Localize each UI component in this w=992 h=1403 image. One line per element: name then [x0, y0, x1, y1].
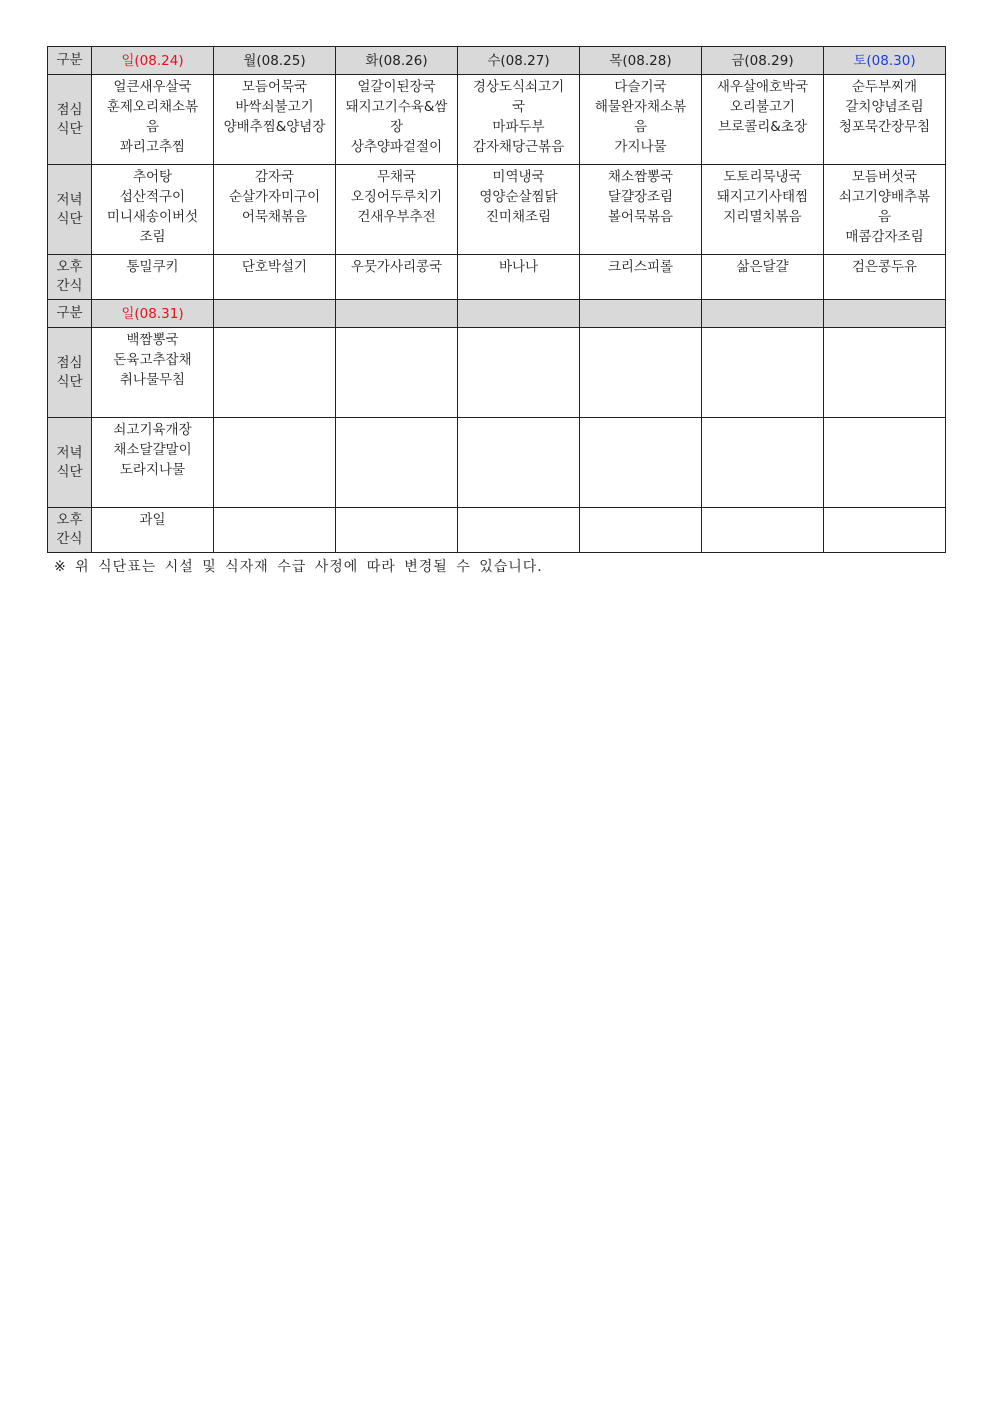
- menu-item: 쇠고기양배추볶: [838, 189, 931, 205]
- menu-cell-content: [214, 255, 335, 277]
- menu-cell: [214, 165, 336, 255]
- menu-cell-content: [458, 328, 579, 330]
- row-label-line: 오후: [56, 259, 83, 275]
- menu-cell: [214, 75, 336, 165]
- meal-plan-table-body: [48, 47, 946, 553]
- menu-item: 음: [877, 209, 892, 225]
- menu-cell: [458, 418, 580, 508]
- day-header: [336, 300, 458, 328]
- menu-item: 통밀쿠키: [126, 259, 179, 275]
- menu-item: 진미채조림: [485, 209, 552, 225]
- menu-item: 가지나물: [614, 139, 667, 155]
- menu-item: 오리불고기: [729, 99, 796, 115]
- menu-cell-content: [214, 418, 335, 420]
- menu-item: 장: [389, 119, 404, 135]
- menu-item: 모듬버섯국: [851, 169, 918, 185]
- menu-cell-content: [92, 255, 213, 277]
- menu-cell: [336, 165, 458, 255]
- day-header: [702, 300, 824, 328]
- menu-item: 크리스피롤: [607, 259, 674, 275]
- menu-item: 돼지고기사태찜: [716, 189, 809, 205]
- menu-cell: [580, 165, 702, 255]
- menu-cell-content: [92, 328, 213, 390]
- menu-item: 상추양파겉절이: [350, 139, 443, 155]
- menu-cell: [702, 418, 824, 508]
- day-header: 일(08.24): [92, 47, 214, 75]
- menu-item: 음: [145, 119, 160, 135]
- menu-cell: [336, 75, 458, 165]
- meal-plan-table: [47, 46, 946, 553]
- menu-cell-content: [92, 508, 213, 530]
- row-label-line: 식단: [56, 210, 83, 227]
- menu-item: 훈제오리채소볶: [106, 99, 199, 115]
- menu-cell: [824, 328, 946, 418]
- menu-cell-content: [580, 255, 701, 277]
- menu-item: 마파두부: [492, 119, 545, 135]
- menu-cell: [214, 255, 336, 300]
- menu-cell: [702, 255, 824, 300]
- row-label-line: 식단: [56, 120, 83, 137]
- menu-cell: [214, 328, 336, 418]
- menu-cell: [824, 255, 946, 300]
- menu-cell: [580, 75, 702, 165]
- menu-item: 국: [511, 99, 526, 115]
- menu-item: 양배추찜&양념장: [223, 119, 326, 135]
- menu-item: 돈육고추잡채: [113, 352, 192, 368]
- row-label-line: 간식: [56, 278, 83, 294]
- menu-item: 도토리묵냉국: [723, 169, 802, 185]
- menu-cell: [458, 165, 580, 255]
- row-label-line: 식단: [56, 373, 83, 390]
- menu-cell: [458, 328, 580, 418]
- menu-cell-content: [580, 418, 701, 420]
- day-header: 금(08.29): [702, 47, 824, 75]
- menu-item: 갈치양념조림: [845, 99, 924, 115]
- menu-item: 브로콜리&초장: [718, 119, 807, 135]
- row-label: [48, 508, 92, 553]
- day-header: 토(08.30): [824, 47, 946, 75]
- menu-cell: [824, 165, 946, 255]
- day-header: 화(08.26): [336, 47, 458, 75]
- menu-cell: [458, 75, 580, 165]
- menu-item: 채소달걀말이: [113, 442, 192, 458]
- row-label-line: 간식: [56, 531, 83, 547]
- menu-item: 모듬어묵국: [241, 79, 308, 95]
- row-label: [48, 75, 92, 165]
- menu-item: 조림: [139, 229, 166, 245]
- menu-cell-content: [824, 165, 945, 247]
- menu-cell-content: [458, 508, 579, 510]
- menu-cell: [214, 418, 336, 508]
- menu-cell-content: [702, 255, 823, 277]
- menu-cell: [458, 508, 580, 553]
- menu-item: 해물완자채소볶: [594, 99, 687, 115]
- menu-cell-content: [702, 508, 823, 510]
- menu-cell-content: [580, 165, 701, 227]
- menu-cell-content: [702, 165, 823, 227]
- menu-cell-content: [336, 508, 457, 510]
- menu-item: 검은콩두유: [851, 259, 918, 275]
- menu-item: 단호박설기: [241, 259, 308, 275]
- row-label-line: 저녁: [56, 444, 83, 461]
- menu-cell-content: [458, 165, 579, 227]
- day-header: [458, 300, 580, 328]
- week2-lunch-row: [48, 328, 946, 418]
- header-label: 구분: [48, 47, 92, 75]
- menu-cell-content: [824, 75, 945, 137]
- menu-cell-content: [824, 328, 945, 330]
- menu-item: 새우살애호박국: [716, 79, 809, 95]
- row-label-line: 점심: [56, 101, 83, 118]
- menu-cell: [824, 508, 946, 553]
- menu-cell: [458, 255, 580, 300]
- menu-cell: [214, 508, 336, 553]
- menu-item: 얼큰새우살국: [113, 79, 192, 95]
- menu-item: 순살가자미구이: [228, 189, 321, 205]
- menu-item: 채소짬뽕국: [607, 169, 674, 185]
- menu-cell-content: [336, 255, 457, 277]
- menu-item: 꽈리고추찜: [119, 139, 186, 155]
- day-header: [214, 300, 336, 328]
- menu-cell-content: [702, 328, 823, 330]
- menu-item: 도라지나물: [119, 462, 186, 478]
- menu-cell: [580, 508, 702, 553]
- menu-cell: [702, 508, 824, 553]
- menu-item: 어묵채볶음: [241, 209, 308, 225]
- day-header: [580, 300, 702, 328]
- menu-item: 삶은달걀: [736, 259, 789, 275]
- menu-item: 미니새송이버섯: [106, 209, 199, 225]
- menu-item: 취나물무침: [119, 372, 186, 388]
- menu-cell: [702, 165, 824, 255]
- menu-cell-content: [214, 328, 335, 330]
- row-label-line: 저녁: [56, 191, 83, 208]
- menu-cell: [336, 418, 458, 508]
- menu-cell: [580, 255, 702, 300]
- menu-cell: [92, 418, 214, 508]
- menu-cell-content: [336, 75, 457, 157]
- week2-dinner-row: [48, 418, 946, 508]
- row-label: [48, 418, 92, 508]
- menu-cell: [824, 418, 946, 508]
- menu-item: 바싹쇠불고기: [235, 99, 314, 115]
- menu-item: 얼갈이된장국: [357, 79, 436, 95]
- row-label-line: 식단: [56, 463, 83, 480]
- menu-cell-content: [92, 75, 213, 157]
- day-header: 수(08.27): [458, 47, 580, 75]
- menu-cell: [702, 75, 824, 165]
- menu-cell: [92, 165, 214, 255]
- menu-cell: [336, 328, 458, 418]
- menu-cell-content: [824, 418, 945, 420]
- menu-cell: [824, 75, 946, 165]
- menu-item: 섭산적구이: [119, 189, 186, 205]
- row-label: [48, 165, 92, 255]
- menu-cell-content: [702, 75, 823, 137]
- menu-cell-content: [458, 75, 579, 157]
- day-header: 일(08.31): [92, 300, 214, 328]
- menu-cell: [580, 328, 702, 418]
- menu-cell: [336, 508, 458, 553]
- menu-item: 감자국: [254, 169, 295, 185]
- menu-item: 무채국: [376, 169, 417, 185]
- day-header: 월(08.25): [214, 47, 336, 75]
- menu-item: 백짬뽕국: [126, 332, 179, 348]
- menu-cell-content: [580, 508, 701, 510]
- menu-cell: [92, 75, 214, 165]
- menu-cell-content: [458, 255, 579, 277]
- menu-cell-content: [214, 75, 335, 137]
- menu-item: 지리멸치볶음: [723, 209, 802, 225]
- menu-item: 영양순살찜닭: [479, 189, 558, 205]
- row-label: [48, 328, 92, 418]
- menu-cell: [580, 418, 702, 508]
- menu-item: 음: [633, 119, 648, 135]
- day-header: [824, 300, 946, 328]
- menu-cell-content: [336, 418, 457, 420]
- menu-item: 순두부찌개: [851, 79, 918, 95]
- menu-cell: [92, 255, 214, 300]
- row-label-line: 오후: [56, 512, 83, 528]
- menu-item: 과일: [139, 512, 166, 528]
- menu-item: 감자채당근볶음: [472, 139, 565, 155]
- menu-item: 추어탕: [132, 169, 173, 185]
- week2-header-row: [48, 300, 946, 328]
- menu-cell: [92, 508, 214, 553]
- week1-header-row: [48, 47, 946, 75]
- menu-cell-content: [580, 75, 701, 157]
- menu-cell: [336, 255, 458, 300]
- menu-item: 우뭇가사리콩국: [350, 259, 443, 275]
- week1-snack-row: [48, 255, 946, 300]
- menu-item: 바나나: [498, 259, 539, 275]
- menu-cell-content: [824, 255, 945, 277]
- menu-item: 건새우부추전: [357, 209, 436, 225]
- menu-item: 미역냉국: [492, 169, 545, 185]
- menu-item: 돼지고기수육&쌈: [345, 99, 448, 115]
- menu-cell-content: [336, 328, 457, 330]
- week2-snack-row: [48, 508, 946, 553]
- row-label-line: 점심: [56, 354, 83, 371]
- row-label: [48, 255, 92, 300]
- menu-item: 청포묵간장무침: [838, 119, 931, 135]
- menu-item: 매콤감자조림: [845, 229, 924, 245]
- day-header: 목(08.28): [580, 47, 702, 75]
- week1-lunch-row: [48, 75, 946, 165]
- menu-cell-content: [214, 165, 335, 227]
- menu-item: 경상도식쇠고기: [472, 79, 565, 95]
- menu-cell-content: [702, 418, 823, 420]
- menu-cell-content: [92, 165, 213, 247]
- menu-item: 볼어묵볶음: [607, 209, 674, 225]
- menu-cell-content: [580, 328, 701, 330]
- header-label: 구분: [48, 300, 92, 328]
- notice-text: ※ 위 식단표는 시설 및 식자재 수급 사정에 따라 변경될 수 있습니다.: [54, 559, 543, 575]
- menu-cell-content: [824, 508, 945, 510]
- menu-cell: [92, 328, 214, 418]
- week1-dinner-row: [48, 165, 946, 255]
- menu-item: 오징어두루치기: [350, 189, 443, 205]
- menu-cell-content: [458, 418, 579, 420]
- menu-item: 달걀장조림: [607, 189, 674, 205]
- menu-cell: [702, 328, 824, 418]
- menu-cell-content: [336, 165, 457, 227]
- menu-item: 쇠고기육개장: [113, 422, 192, 438]
- menu-cell-content: [214, 508, 335, 510]
- menu-cell-content: [92, 418, 213, 480]
- menu-item: 다슬기국: [614, 79, 667, 95]
